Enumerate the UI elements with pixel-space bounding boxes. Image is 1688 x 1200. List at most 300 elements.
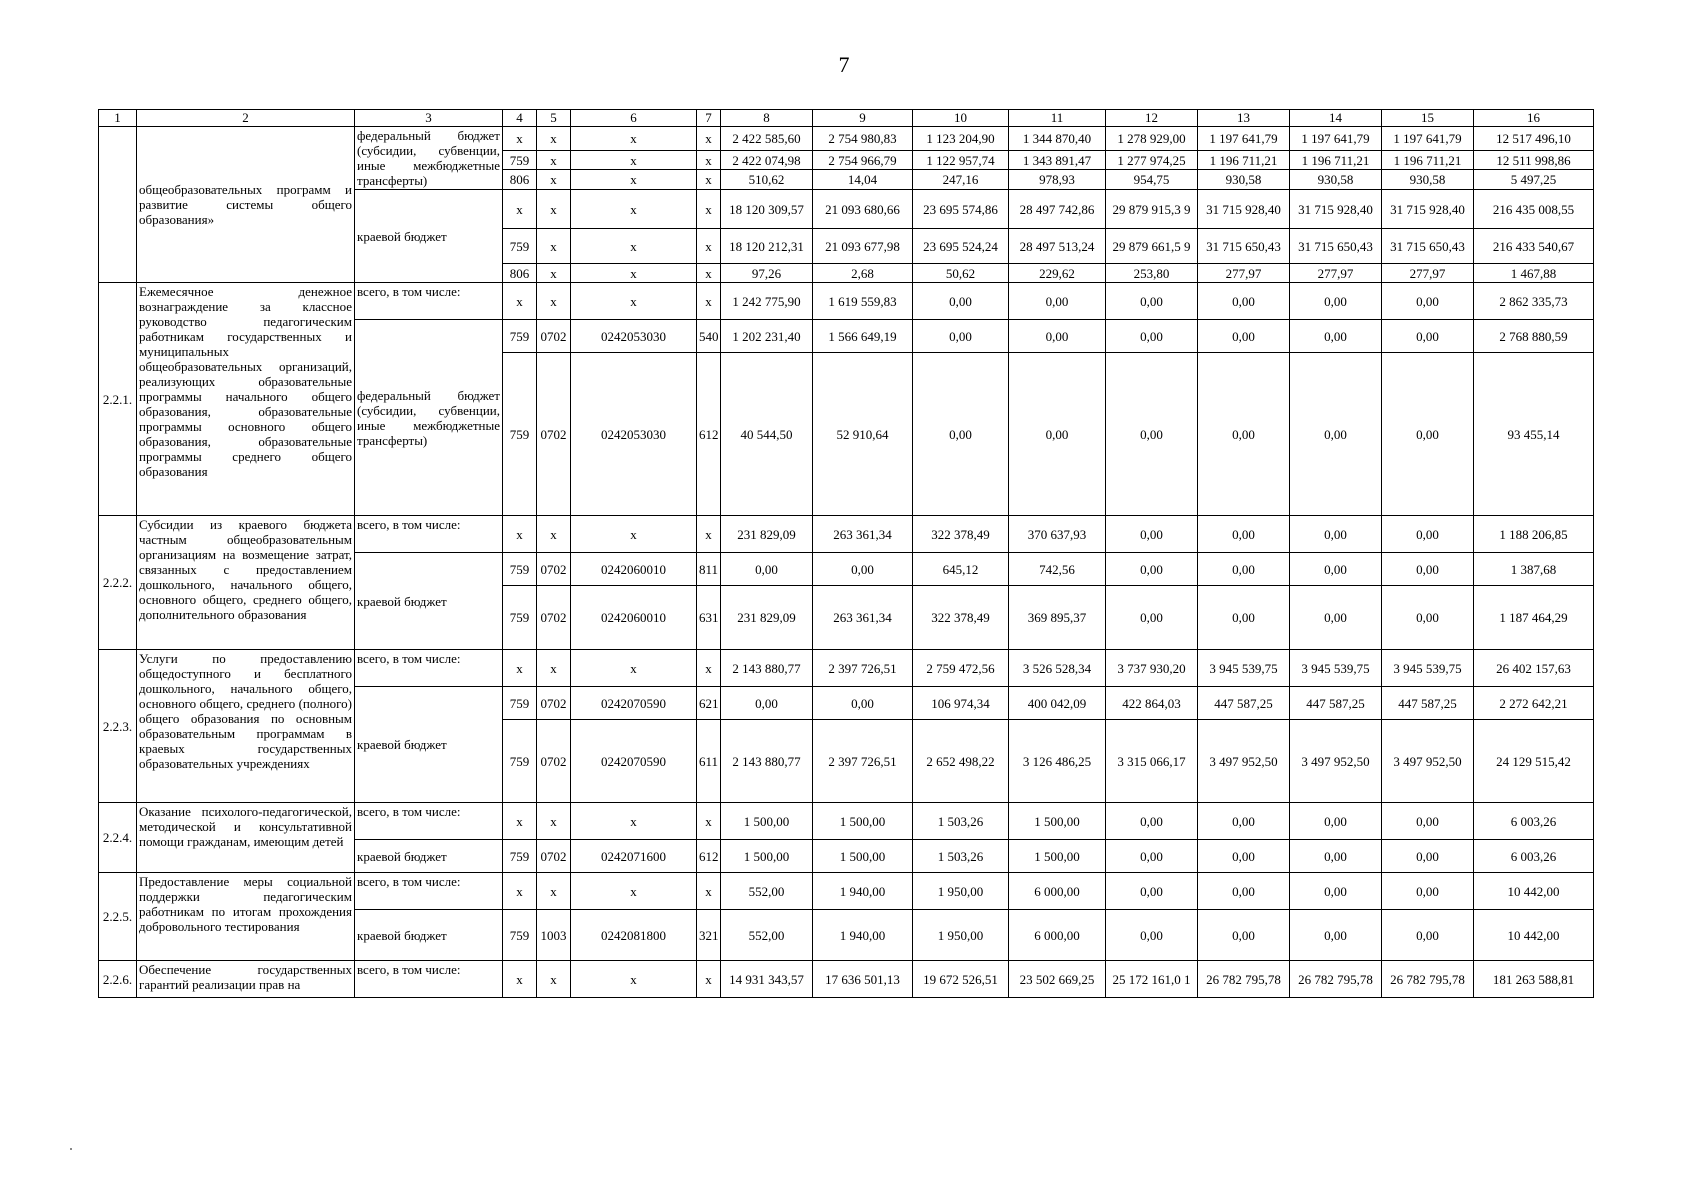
value-cell: x (503, 961, 537, 998)
value-cell: 540 (697, 320, 721, 353)
value-cell: 1 122 957,74 (913, 150, 1009, 170)
column-header: 9 (813, 110, 913, 127)
value-cell: x (537, 283, 571, 320)
value-cell: 2 422 074,98 (721, 150, 813, 170)
value-cell: 447 587,25 (1290, 687, 1382, 720)
value-cell: 0,00 (1009, 320, 1106, 353)
value-cell: 0,00 (1382, 553, 1474, 586)
value-cell: 1 197 641,79 (1290, 127, 1382, 151)
total-label: всего, в том числе: (355, 961, 503, 998)
value-cell: 0,00 (1106, 910, 1198, 961)
value-cell: 1 500,00 (1009, 803, 1106, 840)
column-header: 3 (355, 110, 503, 127)
column-header: 4 (503, 110, 537, 127)
value-cell: x (697, 150, 721, 170)
value-cell: 29 879 661,5 9 (1106, 229, 1198, 264)
value-cell: 0,00 (1198, 586, 1290, 650)
value-cell: 93 455,14 (1474, 353, 1594, 516)
value-cell: 3 126 486,25 (1009, 720, 1106, 803)
value-cell: 18 120 212,31 (721, 229, 813, 264)
scan-speck (70, 1148, 72, 1150)
value-cell: 31 715 928,40 (1382, 190, 1474, 229)
value-cell: 0,00 (1290, 553, 1382, 586)
value-cell: 17 636 501,13 (813, 961, 913, 998)
value-cell: x (537, 516, 571, 553)
value-cell: 631 (697, 586, 721, 650)
value-cell: 1 242 775,90 (721, 283, 813, 320)
value-cell: 0,00 (913, 283, 1009, 320)
value-cell: x (571, 283, 697, 320)
value-cell: 0,00 (1382, 910, 1474, 961)
value-cell: 0,00 (1198, 516, 1290, 553)
value-cell: 10 442,00 (1474, 910, 1594, 961)
table-row (99, 961, 1594, 998)
value-cell: 0,00 (1106, 803, 1198, 840)
value-cell: 2 759 472,56 (913, 650, 1009, 687)
value-cell: 31 715 928,40 (1198, 190, 1290, 229)
value-cell: 759 (503, 687, 537, 720)
value-cell: 552,00 (721, 873, 813, 910)
source-cell: краевой бюджет (355, 687, 503, 803)
value-cell: 247,16 (913, 170, 1009, 190)
value-cell: x (697, 650, 721, 687)
value-cell: 31 715 650,43 (1290, 229, 1382, 264)
column-header: 13 (1198, 110, 1290, 127)
value-cell: 23 695 524,24 (913, 229, 1009, 264)
value-cell: x (537, 150, 571, 170)
item-title: Услуги по предоставлению общедоступного и бесплатного дошкольного, начального общего, основного общего, среднего (полного) общего образования по основным образовательным программам в краевых государственных образовательных учреждениях (137, 650, 355, 803)
column-header: 14 (1290, 110, 1382, 127)
value-cell: 25 172 161,0 1 (1106, 961, 1198, 998)
value-cell: 231 829,09 (721, 516, 813, 553)
value-cell: 3 737 930,20 (1106, 650, 1198, 687)
value-cell: 1 343 891,47 (1009, 150, 1106, 170)
value-cell: 370 637,93 (1009, 516, 1106, 553)
value-cell: x (697, 170, 721, 190)
value-cell: 50,62 (913, 264, 1009, 283)
table-row (99, 873, 1594, 910)
value-cell: 2 754 980,83 (813, 127, 913, 151)
value-cell: 0702 (537, 840, 571, 873)
value-cell: 3 497 952,50 (1290, 720, 1382, 803)
source-cell: краевой бюджет (355, 553, 503, 650)
value-cell: x (571, 190, 697, 229)
item-number: 2.2.2. (99, 516, 137, 650)
value-cell: 216 435 008,55 (1474, 190, 1594, 229)
value-cell: 1 500,00 (721, 840, 813, 873)
value-cell: 759 (503, 586, 537, 650)
value-cell: x (503, 516, 537, 553)
value-cell: 510,62 (721, 170, 813, 190)
value-cell: 759 (503, 720, 537, 803)
value-cell: 3 315 066,17 (1106, 720, 1198, 803)
value-cell: 0242071600 (571, 840, 697, 873)
value-cell: 0242060010 (571, 553, 697, 586)
item-number: 2.2.4. (99, 803, 137, 873)
value-cell: 1 123 204,90 (913, 127, 1009, 151)
value-cell: 1 500,00 (813, 803, 913, 840)
value-cell: 0242060010 (571, 586, 697, 650)
value-cell: 14,04 (813, 170, 913, 190)
value-cell: 0,00 (1290, 873, 1382, 910)
value-cell: 930,58 (1382, 170, 1474, 190)
value-cell: 2 143 880,77 (721, 720, 813, 803)
value-cell: 0,00 (1106, 320, 1198, 353)
value-cell: 3 497 952,50 (1198, 720, 1290, 803)
value-cell: x (571, 229, 697, 264)
value-cell: 0242070590 (571, 720, 697, 803)
value-cell: 3 497 952,50 (1382, 720, 1474, 803)
value-cell: 0,00 (1106, 353, 1198, 516)
value-cell: 2 397 726,51 (813, 720, 913, 803)
value-cell: 2,68 (813, 264, 913, 283)
source-cell: федеральный бюджет (субсидии, субвенции, иные межбюджетные трансферты) (355, 320, 503, 516)
value-cell: 10 442,00 (1474, 873, 1594, 910)
value-cell: 0,00 (1198, 553, 1290, 586)
value-cell: 759 (503, 229, 537, 264)
value-cell: 0,00 (1382, 320, 1474, 353)
source-cell: федеральный бюджет (субсидии, субвенции, иные межбюджетные трансферты) (355, 127, 503, 190)
value-cell: 0,00 (1382, 803, 1474, 840)
value-cell: x (697, 283, 721, 320)
value-cell: 29 879 915,3 9 (1106, 190, 1198, 229)
table-row (99, 516, 1594, 553)
value-cell: 2 768 880,59 (1474, 320, 1594, 353)
value-cell: 26 402 157,63 (1474, 650, 1594, 687)
value-cell: 1 344 870,40 (1009, 127, 1106, 151)
value-cell: 14 931 343,57 (721, 961, 813, 998)
value-cell: 3 945 539,75 (1382, 650, 1474, 687)
value-cell: 621 (697, 687, 721, 720)
value-cell: 12 511 998,86 (1474, 150, 1594, 170)
value-cell: 106 974,34 (913, 687, 1009, 720)
source-cell: краевой бюджет (355, 840, 503, 873)
value-cell: 0,00 (1198, 910, 1290, 961)
column-header: 15 (1382, 110, 1474, 127)
value-cell: x (537, 873, 571, 910)
value-cell: 611 (697, 720, 721, 803)
value-cell: 216 433 540,67 (1474, 229, 1594, 264)
value-cell: 645,12 (913, 553, 1009, 586)
value-cell: 1 196 711,21 (1198, 150, 1290, 170)
value-cell: 277,97 (1382, 264, 1474, 283)
value-cell: 263 361,34 (813, 516, 913, 553)
value-cell: 181 263 588,81 (1474, 961, 1594, 998)
value-cell: 369 895,37 (1009, 586, 1106, 650)
value-cell: 26 782 795,78 (1198, 961, 1290, 998)
value-cell: 1 277 974,25 (1106, 150, 1198, 170)
value-cell: x (697, 264, 721, 283)
value-cell: 1 950,00 (913, 910, 1009, 961)
value-cell: 0,00 (813, 553, 913, 586)
value-cell: 0702 (537, 687, 571, 720)
value-cell: 0,00 (721, 553, 813, 586)
table-row (99, 803, 1594, 840)
value-cell: x (571, 961, 697, 998)
value-cell: 447 587,25 (1198, 687, 1290, 720)
total-label: всего, в том числе: (355, 283, 503, 320)
value-cell: 1 940,00 (813, 873, 913, 910)
column-header: 8 (721, 110, 813, 127)
source-cell: краевой бюджет (355, 190, 503, 283)
value-cell: 759 (503, 840, 537, 873)
value-cell: 759 (503, 553, 537, 586)
value-cell: x (503, 873, 537, 910)
value-cell: 229,62 (1009, 264, 1106, 283)
value-cell: 422 864,03 (1106, 687, 1198, 720)
budget-table (98, 109, 1594, 998)
value-cell: x (571, 873, 697, 910)
value-cell: 2 754 966,79 (813, 150, 913, 170)
value-cell: 0,00 (1198, 873, 1290, 910)
value-cell: x (697, 190, 721, 229)
value-cell: 2 652 498,22 (913, 720, 1009, 803)
value-cell: x (537, 127, 571, 151)
value-cell: 0,00 (1198, 283, 1290, 320)
value-cell: x (503, 650, 537, 687)
value-cell: 277,97 (1198, 264, 1290, 283)
value-cell: 0,00 (1290, 586, 1382, 650)
item-title: общеобразовательных программ и развитие системы общего образования» (137, 127, 355, 283)
value-cell: 26 782 795,78 (1290, 961, 1382, 998)
value-cell: 0,00 (1382, 516, 1474, 553)
value-cell: 0,00 (1290, 353, 1382, 516)
value-cell: 930,58 (1198, 170, 1290, 190)
item-title: Ежемесячное денежное вознаграждение за классное руководство педагогическим работникам государственных и муниципальных общеобразовательных организаций, реализующих образовательные программы начального общего образования, образовательные программы основного общего образования, образовательные программы среднего общего образования (137, 283, 355, 516)
value-cell: 0,00 (1106, 553, 1198, 586)
item-number: 2.2.3. (99, 650, 137, 803)
value-cell: x (537, 803, 571, 840)
value-cell: 21 093 680,66 (813, 190, 913, 229)
value-cell: 1 500,00 (721, 803, 813, 840)
value-cell: x (571, 650, 697, 687)
value-cell: 26 782 795,78 (1382, 961, 1474, 998)
item-title: Обеспечение государственных гарантий реализации прав на (137, 961, 355, 998)
value-cell: x (571, 803, 697, 840)
page-number: 7 (838, 52, 850, 77)
value-cell: 0,00 (913, 353, 1009, 516)
value-cell: x (503, 190, 537, 229)
value-cell: 1 197 641,79 (1382, 127, 1474, 151)
value-cell: 3 526 528,34 (1009, 650, 1106, 687)
value-cell: 6 003,26 (1474, 840, 1594, 873)
value-cell: x (697, 516, 721, 553)
value-cell: 24 129 515,42 (1474, 720, 1594, 803)
value-cell: 0,00 (1290, 516, 1382, 553)
value-cell: 978,93 (1009, 170, 1106, 190)
column-header: 1 (99, 110, 137, 127)
total-label: всего, в том числе: (355, 803, 503, 840)
value-cell: 1 196 711,21 (1382, 150, 1474, 170)
value-cell: 0242053030 (571, 353, 697, 516)
value-cell: 0702 (537, 720, 571, 803)
value-cell: 0,00 (1106, 586, 1198, 650)
value-cell: 277,97 (1290, 264, 1382, 283)
value-cell: 930,58 (1290, 170, 1382, 190)
value-cell: x (571, 516, 697, 553)
value-cell: 0,00 (1198, 320, 1290, 353)
value-cell: 1 188 206,85 (1474, 516, 1594, 553)
value-cell: 806 (503, 170, 537, 190)
value-cell: 0,00 (1290, 320, 1382, 353)
value-cell: 31 715 650,43 (1198, 229, 1290, 264)
value-cell: 0,00 (1382, 283, 1474, 320)
value-cell: x (697, 803, 721, 840)
value-cell: 0,00 (1106, 516, 1198, 553)
value-cell: 19 672 526,51 (913, 961, 1009, 998)
value-cell: 3 945 539,75 (1198, 650, 1290, 687)
value-cell: 2 272 642,21 (1474, 687, 1594, 720)
value-cell: 23 695 574,86 (913, 190, 1009, 229)
value-cell: 31 715 650,43 (1382, 229, 1474, 264)
value-cell: 0,00 (813, 687, 913, 720)
value-cell: 0702 (537, 553, 571, 586)
value-cell: 321 (697, 910, 721, 961)
row-number-cell (99, 127, 137, 283)
column-header: 10 (913, 110, 1009, 127)
value-cell: 0,00 (721, 687, 813, 720)
value-cell: 40 544,50 (721, 353, 813, 516)
table-row (99, 127, 1594, 151)
value-cell: 1 187 464,29 (1474, 586, 1594, 650)
column-header: 5 (537, 110, 571, 127)
value-cell: 0,00 (1198, 840, 1290, 873)
value-cell: 1 619 559,83 (813, 283, 913, 320)
value-cell: 0,00 (1198, 353, 1290, 516)
value-cell: 0702 (537, 586, 571, 650)
value-cell: 52 910,64 (813, 353, 913, 516)
value-cell: 0,00 (1382, 840, 1474, 873)
value-cell: x (697, 127, 721, 151)
value-cell: 1 197 641,79 (1198, 127, 1290, 151)
value-cell: 1 566 649,19 (813, 320, 913, 353)
value-cell: 759 (503, 150, 537, 170)
column-header: 12 (1106, 110, 1198, 127)
value-cell: 1 500,00 (1009, 840, 1106, 873)
value-cell: 1 950,00 (913, 873, 1009, 910)
value-cell: 759 (503, 320, 537, 353)
value-cell: x (571, 264, 697, 283)
value-cell: 0,00 (1290, 803, 1382, 840)
value-cell: 0,00 (1290, 840, 1382, 873)
value-cell: 263 361,34 (813, 586, 913, 650)
value-cell: 954,75 (1106, 170, 1198, 190)
value-cell: 12 517 496,10 (1474, 127, 1594, 151)
value-cell: 0,00 (1106, 873, 1198, 910)
source-cell: краевой бюджет (355, 910, 503, 961)
column-header: 7 (697, 110, 721, 127)
value-cell: 253,80 (1106, 264, 1198, 283)
value-cell: 1 940,00 (813, 910, 913, 961)
value-cell: x (697, 961, 721, 998)
total-label: всего, в том числе: (355, 516, 503, 553)
table-row (99, 110, 1594, 127)
value-cell: x (571, 150, 697, 170)
value-cell: 31 715 928,40 (1290, 190, 1382, 229)
value-cell: 400 042,09 (1009, 687, 1106, 720)
item-title: Предоставление меры социальной поддержки педагогическим работникам по итогам прохождения добровольного тестирования (137, 873, 355, 961)
value-cell: 28 497 742,86 (1009, 190, 1106, 229)
value-cell: 0,00 (1106, 840, 1198, 873)
value-cell: 28 497 513,24 (1009, 229, 1106, 264)
total-label: всего, в том числе: (355, 650, 503, 687)
table-row (99, 283, 1594, 320)
value-cell: x (503, 283, 537, 320)
value-cell: 1 278 929,00 (1106, 127, 1198, 151)
value-cell: x (537, 190, 571, 229)
value-cell: 0,00 (1382, 353, 1474, 516)
value-cell: x (537, 650, 571, 687)
value-cell: 0,00 (1290, 910, 1382, 961)
value-cell: x (697, 229, 721, 264)
value-cell: 742,56 (1009, 553, 1106, 586)
value-cell: 6 000,00 (1009, 873, 1106, 910)
item-title: Субсидии из краевого бюджета частным общеобразовательным организациям на возмещение затрат, связанных с предоставлением дошкольного, начального общего, основного общего, среднего общего, дополнительного образования (137, 516, 355, 650)
value-cell: x (503, 127, 537, 151)
table-row (99, 650, 1594, 687)
value-cell: 21 093 677,98 (813, 229, 913, 264)
value-cell: x (571, 127, 697, 151)
value-cell: 1 196 711,21 (1290, 150, 1382, 170)
value-cell: 0,00 (1009, 283, 1106, 320)
value-cell: 1003 (537, 910, 571, 961)
value-cell: x (697, 873, 721, 910)
value-cell: 2 422 585,60 (721, 127, 813, 151)
item-number: 2.2.5. (99, 873, 137, 961)
value-cell: x (537, 961, 571, 998)
value-cell: 0702 (537, 320, 571, 353)
value-cell: 6 003,26 (1474, 803, 1594, 840)
value-cell: 0,00 (1382, 873, 1474, 910)
value-cell: 1 202 231,40 (721, 320, 813, 353)
value-cell: 97,26 (721, 264, 813, 283)
value-cell: x (537, 170, 571, 190)
value-cell: 322 378,49 (913, 516, 1009, 553)
value-cell: 0242053030 (571, 320, 697, 353)
value-cell: 0,00 (1009, 353, 1106, 516)
value-cell: x (537, 264, 571, 283)
value-cell: 811 (697, 553, 721, 586)
column-header: 6 (571, 110, 697, 127)
value-cell: 0,00 (1198, 803, 1290, 840)
value-cell: 612 (697, 353, 721, 516)
value-cell: 759 (503, 910, 537, 961)
value-cell: 0702 (537, 353, 571, 516)
value-cell: 322 378,49 (913, 586, 1009, 650)
value-cell: 0,00 (1290, 283, 1382, 320)
value-cell: 1 387,68 (1474, 553, 1594, 586)
total-label: всего, в том числе: (355, 873, 503, 910)
value-cell: 6 000,00 (1009, 910, 1106, 961)
value-cell: 2 862 335,73 (1474, 283, 1594, 320)
value-cell: 1 467,88 (1474, 264, 1594, 283)
item-number: 2.2.1. (99, 283, 137, 516)
value-cell: 3 945 539,75 (1290, 650, 1382, 687)
value-cell: 552,00 (721, 910, 813, 961)
value-cell: 806 (503, 264, 537, 283)
column-header: 11 (1009, 110, 1106, 127)
column-header: 16 (1474, 110, 1594, 127)
item-title: Оказание психолого-педагогической, методической и консультативной помощи гражданам, имеющим детей (137, 803, 355, 873)
value-cell: 0,00 (1382, 586, 1474, 650)
value-cell: x (537, 229, 571, 264)
value-cell: x (503, 803, 537, 840)
value-cell: 2 397 726,51 (813, 650, 913, 687)
value-cell: 2 143 880,77 (721, 650, 813, 687)
value-cell: 231 829,09 (721, 586, 813, 650)
value-cell: x (571, 170, 697, 190)
value-cell: 1 500,00 (813, 840, 913, 873)
